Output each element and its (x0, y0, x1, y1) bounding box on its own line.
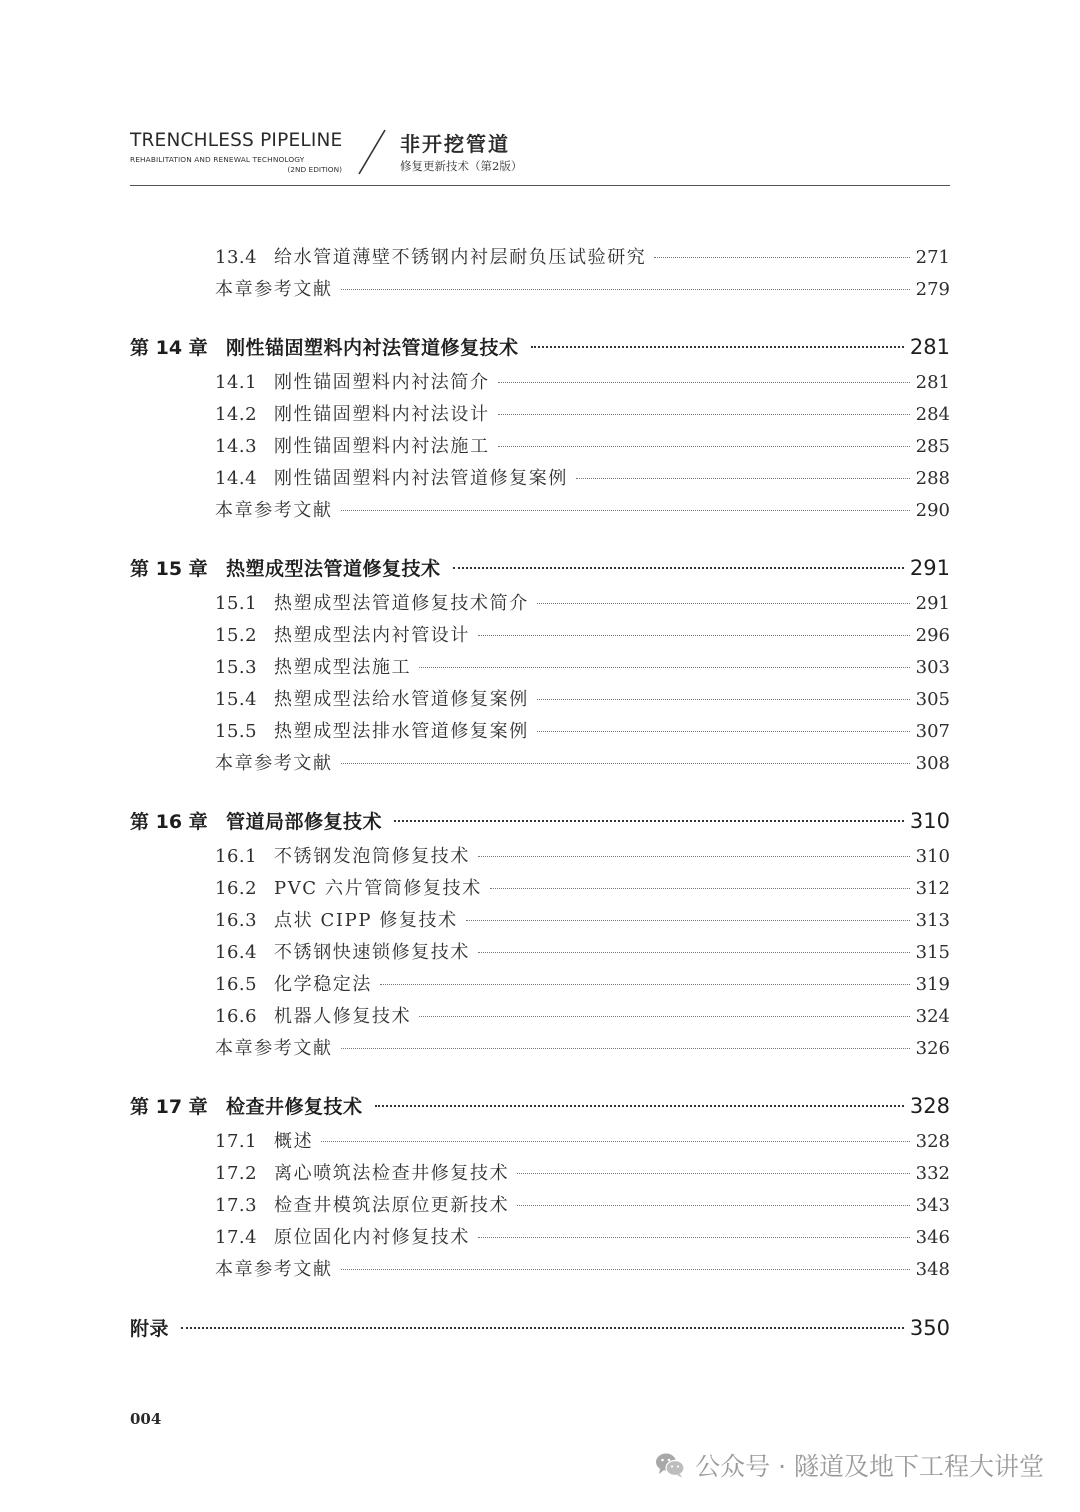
entry-page-number: 288 (915, 468, 950, 489)
entry-page-number: 310 (915, 846, 950, 867)
entry-title: PVC 六片管筒修复技术 (274, 878, 482, 899)
entry-title: 机器人修复技术 (274, 1006, 412, 1027)
entry-title: 原位固化内衬修复技术 (274, 1227, 470, 1248)
dot-leader (498, 414, 910, 415)
toc-chapter-entry (130, 333, 950, 360)
toc-section-entry (215, 432, 950, 458)
entry-page-number: 315 (915, 942, 950, 963)
dot-leader (466, 920, 910, 921)
dot-leader (654, 257, 909, 258)
toc-chapter-entry (130, 554, 950, 581)
section-number: 16.5 (215, 974, 258, 995)
entry-page-number: 326 (915, 1038, 950, 1059)
entry-page-number: 313 (915, 910, 950, 931)
entry-page-number: 284 (915, 404, 950, 425)
entry-title: 刚性锚固塑料内衬法管道修复技术 (226, 337, 519, 359)
toc-section-entry (215, 1002, 950, 1028)
entry-title: 不锈钢快速锁修复技术 (274, 942, 470, 963)
entry-title: 本章参考文献 (215, 753, 333, 774)
toc-section-entry (215, 243, 950, 269)
entry-title: 热塑成型法内衬管设计 (274, 625, 470, 646)
section-number: 17.1 (215, 1131, 258, 1152)
toc-section-entry (215, 938, 950, 964)
entry-page-number: 310 (909, 809, 950, 833)
entry-title: 刚性锚固塑料内衬法施工 (274, 436, 490, 457)
english-edition: (2ND EDITION) (287, 165, 342, 174)
toc-section-entry (215, 368, 950, 394)
section-number: 15.5 (215, 721, 258, 742)
toc-section-entry (215, 1223, 950, 1249)
watermark-text: 公众号 · 隧道及地下工程大讲堂 (695, 1452, 1044, 1481)
entry-page-number: 296 (915, 625, 950, 646)
section-number: 16.4 (215, 942, 258, 963)
entry-title: 点状 CIPP 修复技术 (274, 910, 458, 931)
section-number: 17.4 (215, 1227, 258, 1248)
dot-leader (478, 635, 910, 636)
dot-leader (576, 478, 910, 479)
section-number: 13.4 (215, 247, 258, 268)
dot-leader (394, 820, 904, 822)
toc-section-entry (215, 906, 950, 932)
entry-page-number: 332 (915, 1163, 950, 1184)
entry-title: 本章参考文献 (215, 279, 333, 300)
toc-references-entry (215, 275, 950, 301)
section-number: 16.2 (215, 878, 258, 899)
entry-title: 刚性锚固塑料内衬法设计 (274, 404, 490, 425)
entry-page-number: 307 (915, 721, 950, 742)
dot-leader (537, 731, 910, 732)
entry-page-number: 308 (915, 753, 950, 774)
dot-leader (517, 1205, 909, 1206)
entry-title: 热塑成型法排水管道修复案例 (274, 721, 529, 742)
entry-title: 给水管道薄壁不锈钢内衬层耐负压试验研究 (274, 247, 647, 268)
entry-title: 附录 (130, 1318, 170, 1340)
entry-title: 热塑成型法管道修复技术 (226, 558, 441, 580)
dot-leader (380, 984, 910, 985)
entry-page-number: 324 (915, 1006, 950, 1027)
entry-page-number: 281 (915, 372, 950, 393)
entry-title: 概述 (274, 1131, 314, 1152)
toc-appendix-entry (130, 1314, 950, 1341)
entry-title: 本章参考文献 (215, 500, 333, 521)
slash-divider (355, 128, 389, 178)
entry-page-number: 305 (915, 689, 950, 710)
toc-section-entry (215, 1159, 950, 1185)
dot-leader (478, 1237, 910, 1238)
chapter-number: 第 15 章 (130, 558, 208, 580)
toc-references-entry (215, 1255, 950, 1281)
dot-leader (498, 382, 910, 383)
toc-section-entry (215, 589, 950, 615)
toc-section-entry (215, 1127, 950, 1153)
toc-section-entry (215, 842, 950, 868)
section-number: 16.1 (215, 846, 258, 867)
entry-page-number: 350 (909, 1316, 950, 1340)
toc-section-entry (215, 1191, 950, 1217)
section-number: 15.4 (215, 689, 258, 710)
entry-page-number: 328 (915, 1131, 950, 1152)
dot-leader (181, 1327, 904, 1329)
toc-section-entry (215, 464, 950, 490)
entry-title: 化学稳定法 (274, 974, 372, 995)
entry-title: 刚性锚固塑料内衬法管道修复案例 (274, 468, 568, 489)
entry-title: 热塑成型法施工 (274, 657, 412, 678)
section-number: 15.1 (215, 593, 258, 614)
entry-page-number: 291 (909, 556, 950, 580)
dot-leader (517, 1173, 909, 1174)
entry-title: 本章参考文献 (215, 1038, 333, 1059)
dot-leader (419, 1016, 909, 1017)
entry-page-number: 271 (915, 247, 950, 268)
section-number: 14.4 (215, 468, 258, 489)
entry-page-number: 285 (915, 436, 950, 457)
toc-chapter-entry (130, 807, 950, 834)
dot-leader (341, 510, 910, 511)
entry-page-number: 328 (909, 1094, 950, 1118)
chapter-number: 第 17 章 (130, 1096, 208, 1118)
dot-leader (498, 446, 910, 447)
entry-page-number: 312 (915, 878, 950, 899)
entry-page-number: 303 (915, 657, 950, 678)
header-rule (130, 185, 950, 186)
toc-references-entry (215, 1034, 950, 1060)
toc-section-entry (215, 653, 950, 679)
toc-chapter-entry (130, 1092, 950, 1119)
entry-title: 本章参考文献 (215, 1259, 333, 1280)
entry-title: 检查井修复技术 (226, 1096, 363, 1118)
entry-title: 检查井模筑法原位更新技术 (274, 1195, 510, 1216)
toc-section-entry (215, 621, 950, 647)
english-subtitle: REHABILITATION AND RENEWAL TECHNOLOGY (130, 155, 305, 164)
dot-leader (419, 667, 909, 668)
toc-section-entry (215, 874, 950, 900)
entry-page-number: 343 (915, 1195, 950, 1216)
toc-section-entry (215, 717, 950, 743)
toc-section-entry (215, 685, 950, 711)
watermark (655, 1447, 1044, 1483)
dot-leader (341, 289, 910, 290)
toc-references-entry (215, 749, 950, 775)
english-title: TRENCHLESS PIPELINE (130, 130, 343, 151)
dot-leader (478, 856, 910, 857)
entry-page-number: 291 (915, 593, 950, 614)
chinese-subtitle: 修复更新技术（第2版） (400, 159, 523, 173)
chapter-number: 第 16 章 (130, 811, 208, 833)
section-number: 14.3 (215, 436, 258, 457)
dot-leader (490, 888, 910, 889)
wechat-icon (655, 1452, 685, 1478)
section-number: 15.3 (215, 657, 258, 678)
entry-title: 刚性锚固塑料内衬法简介 (274, 372, 490, 393)
section-number: 15.2 (215, 625, 258, 646)
entry-title: 热塑成型法管道修复技术简介 (274, 593, 529, 614)
entry-page-number: 319 (915, 974, 950, 995)
section-number: 16.6 (215, 1006, 258, 1027)
entry-title: 离心喷筑法检查井修复技术 (274, 1163, 510, 1184)
dot-leader (321, 1141, 909, 1142)
dot-leader (478, 952, 910, 953)
entry-page-number: 281 (909, 335, 950, 359)
toc-section-entry (215, 970, 950, 996)
entry-page-number: 290 (915, 500, 950, 521)
section-number: 17.3 (215, 1195, 258, 1216)
dot-leader (341, 1048, 910, 1049)
dot-leader (341, 1269, 910, 1270)
chapter-number: 第 14 章 (130, 337, 208, 359)
section-number: 17.2 (215, 1163, 258, 1184)
section-number: 16.3 (215, 910, 258, 931)
entry-title: 管道局部修复技术 (226, 811, 383, 833)
dot-leader (531, 346, 904, 348)
section-number: 14.1 (215, 372, 258, 393)
entry-page-number: 348 (915, 1259, 950, 1280)
section-number: 14.2 (215, 404, 258, 425)
toc-references-entry (215, 496, 950, 522)
entry-title: 热塑成型法给水管道修复案例 (274, 689, 529, 710)
dot-leader (341, 763, 910, 764)
entry-title: 不锈钢发泡筒修复技术 (274, 846, 470, 867)
page-number: 004 (130, 1410, 162, 1428)
dot-leader (453, 567, 904, 569)
dot-leader (537, 603, 910, 604)
dot-leader (537, 699, 910, 700)
entry-page-number: 279 (915, 279, 950, 300)
chinese-title: 非开挖管道 (400, 132, 510, 156)
toc-section-entry (215, 400, 950, 426)
dot-leader (375, 1105, 904, 1107)
entry-page-number: 346 (915, 1227, 950, 1248)
running-header (130, 128, 950, 188)
